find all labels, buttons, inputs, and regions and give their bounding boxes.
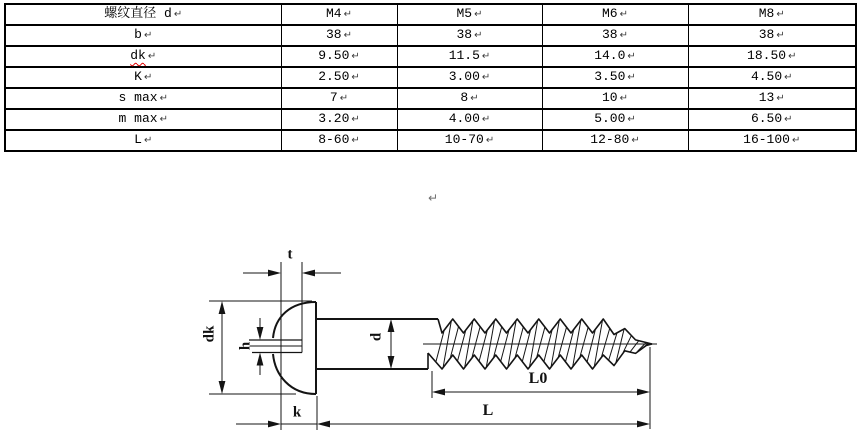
thread-flank-line bbox=[609, 334, 617, 360]
paragraph-mark-icon: ↵ bbox=[619, 30, 628, 41]
paragraph-mark-icon: ↵ bbox=[428, 191, 439, 205]
dim-d-arrow bbox=[388, 319, 395, 332]
cell-value: 6.50 bbox=[750, 111, 783, 126]
paragraph-mark-icon: ↵ bbox=[481, 114, 491, 125]
cell-value: 4.00 bbox=[448, 111, 480, 126]
row-label: dk bbox=[130, 48, 146, 63]
paragraph-mark-icon: ↵ bbox=[481, 72, 491, 83]
dim-dk-arrow bbox=[219, 381, 226, 394]
paragraph-mark-icon: ↵ bbox=[631, 135, 640, 146]
paragraph-mark-icon: ↵ bbox=[351, 114, 360, 125]
row-label: L bbox=[134, 132, 142, 147]
paragraph-mark-icon: ↵ bbox=[627, 51, 636, 62]
cell-value: 8 bbox=[460, 90, 469, 105]
thread-flank-line bbox=[630, 341, 638, 351]
dim-label-slot-width: t bbox=[287, 246, 293, 263]
paragraph-mark-icon: ↵ bbox=[351, 135, 360, 146]
dim-h-arrow bbox=[257, 353, 264, 366]
paragraph-mark-icon: ↵ bbox=[470, 93, 479, 104]
thread-profile-top bbox=[438, 319, 652, 344]
dim-h-arrow bbox=[257, 327, 264, 340]
thread-flank-line bbox=[479, 331, 487, 361]
thread-flank-line bbox=[450, 327, 458, 358]
dim-d-arrow bbox=[388, 356, 395, 369]
cell-value: 38 bbox=[326, 27, 342, 42]
thread-flank-line bbox=[594, 321, 602, 366]
paragraph-mark-icon: ↵ bbox=[474, 9, 483, 20]
cell-value: 14.0 bbox=[594, 48, 626, 63]
cell-value: 2.50 bbox=[318, 69, 350, 84]
paragraph-mark-icon: ↵ bbox=[627, 114, 636, 125]
paragraph-mark-icon: ↵ bbox=[627, 72, 636, 83]
thread-flank-line bbox=[580, 328, 588, 357]
cell-value: 38 bbox=[456, 27, 473, 42]
dim-label-head-height: k bbox=[292, 404, 302, 421]
cell-value: 3.00 bbox=[448, 69, 480, 84]
cell-value: 10 bbox=[602, 90, 618, 105]
paragraph-mark-icon: ↵ bbox=[159, 114, 168, 125]
thread-flank-line bbox=[522, 330, 530, 361]
thread-flank-line bbox=[494, 327, 502, 357]
paragraph-mark-icon: ↵ bbox=[343, 30, 352, 41]
cell-value: 38 bbox=[602, 27, 618, 42]
dim-label-head-diameter: dk bbox=[201, 325, 218, 343]
paragraph-mark-icon: ↵ bbox=[481, 51, 491, 62]
dim-label-slot-depth: h bbox=[237, 341, 254, 351]
dim-label-total-length: L bbox=[482, 402, 494, 419]
dim-L0-arrow bbox=[432, 389, 445, 396]
cell-value: 12-80 bbox=[590, 132, 630, 147]
thread-flank-line bbox=[558, 328, 566, 357]
thread-flank-line bbox=[566, 330, 574, 361]
header-label: M4 bbox=[326, 6, 342, 21]
paragraph-mark-icon: ↵ bbox=[788, 51, 797, 62]
paragraph-mark-icon: ↵ bbox=[351, 72, 360, 83]
thread-flank-line bbox=[458, 331, 466, 361]
dim-t-arrow bbox=[268, 270, 281, 277]
paragraph-mark-icon: ↵ bbox=[776, 93, 785, 104]
paragraph-mark-icon: ↵ bbox=[143, 135, 153, 146]
thread-flank-line bbox=[537, 327, 545, 356]
cell-value: 4.50 bbox=[750, 69, 783, 84]
cell-value: 9.50 bbox=[318, 48, 350, 63]
paragraph-mark-icon: ↵ bbox=[173, 9, 183, 20]
thread-flank-line bbox=[587, 330, 595, 361]
cell-value: 7 bbox=[329, 90, 338, 105]
cell-value: 3.20 bbox=[318, 111, 350, 126]
header-label: M8 bbox=[758, 6, 775, 21]
thread-flank-line bbox=[602, 329, 610, 357]
paragraph-mark-icon: ↵ bbox=[474, 30, 483, 41]
cell-value: 3.50 bbox=[594, 69, 626, 84]
thread-profile-bottom bbox=[428, 344, 652, 369]
header-label: M6 bbox=[602, 6, 618, 21]
row-label: m max bbox=[118, 111, 158, 126]
head-dome-upper bbox=[273, 302, 316, 338]
paragraph-mark-icon: ↵ bbox=[776, 30, 785, 41]
dim-dk-arrow bbox=[219, 301, 226, 314]
paragraph-mark-icon: ↵ bbox=[339, 93, 349, 104]
paragraph-mark-icon: ↵ bbox=[776, 9, 785, 20]
paragraph-mark-icon: ↵ bbox=[485, 135, 495, 146]
paragraph-mark-icon: ↵ bbox=[784, 114, 793, 125]
cell-value: 16-100 bbox=[743, 132, 790, 147]
paragraph-mark-icon: ↵ bbox=[143, 30, 153, 41]
paragraph-mark-icon: ↵ bbox=[619, 9, 628, 20]
row-label: s max bbox=[118, 90, 158, 105]
header-label: M5 bbox=[456, 6, 473, 21]
paragraph-mark-icon: ↵ bbox=[791, 135, 801, 146]
header-label: 螺纹直径 d bbox=[104, 6, 172, 21]
dim-label-thread-length: L0 bbox=[528, 370, 548, 387]
dim-L-arrow bbox=[637, 421, 650, 428]
cell-value: 10-70 bbox=[444, 132, 484, 147]
thread-flank-line bbox=[573, 321, 581, 366]
paragraph-mark-icon: ↵ bbox=[147, 51, 157, 62]
thread-flank-line bbox=[515, 327, 523, 357]
cell-value: 8-60 bbox=[318, 132, 350, 147]
cell-value: 11.5 bbox=[448, 48, 480, 63]
row-label: K bbox=[134, 69, 142, 84]
paragraph-mark-icon: ↵ bbox=[351, 51, 360, 62]
paragraph-mark-icon: ↵ bbox=[159, 93, 168, 104]
dim-L0-arrow bbox=[637, 389, 650, 396]
cell-value: 38 bbox=[758, 27, 775, 42]
paragraph-mark-icon: ↵ bbox=[784, 72, 793, 83]
thread-flank-line bbox=[472, 327, 480, 357]
dim-t-arrow bbox=[302, 270, 315, 277]
thread-flank-line bbox=[436, 331, 444, 362]
dim-k-arrow bbox=[268, 421, 281, 428]
thread-flank-line bbox=[544, 330, 552, 361]
cell-value: 13 bbox=[758, 90, 775, 105]
paragraph-mark-icon: ↵ bbox=[619, 93, 628, 104]
dim-L-arrow bbox=[317, 421, 330, 428]
cell-value: 5.00 bbox=[594, 111, 626, 126]
dim-label-shank-diameter: d bbox=[368, 332, 385, 342]
paragraph-mark-icon: ↵ bbox=[143, 72, 153, 83]
paragraph-mark-icon: ↵ bbox=[343, 9, 352, 20]
cell-value: 18.50 bbox=[747, 48, 787, 63]
row-label: b bbox=[134, 27, 142, 42]
thread-flank-line bbox=[501, 331, 509, 361]
head-dome-lower bbox=[273, 354, 316, 394]
